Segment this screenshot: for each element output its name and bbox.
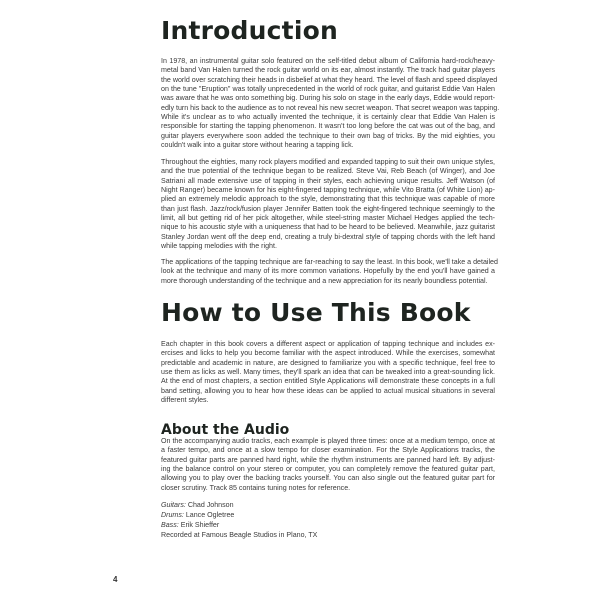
text-line: closer scrutiny. Track 85 contains tuning notes for reference. <box>161 483 351 492</box>
page-number: 4 <box>113 575 118 584</box>
credit-role: Guitars: <box>161 501 186 509</box>
text-line: and the true potential of the technique began to be realized. Steve Vai, Reb Beach (of Winger), and Joe <box>161 167 495 176</box>
text-line: While it's unclear as to who actually invented the technique, it is certainly clear that Eddie Van Halen is <box>161 113 495 122</box>
text-line: At the end of most chapters, a section entitled Style Applications will demonstrate these concepts in a full <box>161 377 495 386</box>
text-line: Throughout the eighties, many rock players modified and expanded tapping to suit their own unique styles, <box>161 158 496 166</box>
text-line: edly turn his back to the audience as to not reveal his new secret weapon. That secret weapon was tapping. <box>161 103 500 112</box>
credit-name: Erik Shieffer <box>178 521 220 529</box>
text-line: In 1978, an instrumental guitar solo featured on the self-titled debut album of California hard-rock/heavy- <box>161 57 495 65</box>
text-line: nique to his acoustic style with a uniqueness that had to be heard to be believed. Meanwhile, jazz guitarist <box>161 223 495 232</box>
intro-paragraph-2 <box>161 158 495 251</box>
text-line: On the accompanying audio tracks, each example is played three times: once at a medium tempo, once at <box>161 437 495 445</box>
credit-role: Bass: <box>161 521 179 529</box>
credit-bass <box>161 521 219 529</box>
text-line: Each chapter in this book covers a different aspect or application of tapping technique and includes ex- <box>161 340 495 348</box>
text-line: on the tune "Eruption" was totally unprecedented in the world of rock guitar, and guitarist Eddie Van Halen <box>161 85 495 94</box>
text-line: ercises and licks to help you become familiar with the aspect introduced. While the exercises, somewhat <box>161 349 495 358</box>
recorded-at: Recorded at Famous Beagle Studios in Plano, TX <box>161 531 318 539</box>
text-line: responsible for starting the tapping phenomenon. It wasn't too long before the cat was out of the bag, and <box>161 122 495 131</box>
text-line: Night Ranger) became known for his eight-fingered tapping technique, while Vito Bratta (of White Lion) ap- <box>161 186 495 195</box>
text-line: featured guitar parts are panned hard right, while the rhythm instruments are panned hard left. By adjust- <box>161 455 495 464</box>
text-line: predictable and academic in nature, are designed to familiarize you with a specific technique, feel free to <box>161 358 495 367</box>
text-line: a faster tempo, and once at a slow tempo for closer examination. For the Style Applications tracks, the <box>161 446 495 455</box>
credit-guitars <box>161 501 234 509</box>
text-line: use them as licks as well. Many times, they'll spark an idea that can be tweaked into a great-sounding lick. <box>161 368 495 377</box>
text-line: Stanley Jordan went off the deep end, creating a truly bi-dextral style of tapping chords with the left hand <box>161 232 495 241</box>
text-line: allowing you to play over the backing tracks yourself. You can also single out the featured guitar part for <box>161 474 495 483</box>
text-line: the world over scratching their heads in disbelief at what they heard. The level of flash and speed displayed <box>161 75 498 84</box>
text-line: The applications of the tapping technique are far-reaching to say the least. In this book, we'll take a detailed <box>161 258 498 266</box>
text-line: limit, all but getting rid of her pick altogether, while steel-string master Michael Hedges applied the tech- <box>161 214 495 223</box>
text-line: band setting, allowing you to hear how these ideas can be applied to actual musical situations in several <box>161 386 495 395</box>
about-audio-paragraph <box>161 437 495 493</box>
text-line: different styles. <box>161 396 209 405</box>
credit-role: Drums: <box>161 511 184 519</box>
credit-drums <box>161 511 234 519</box>
credit-name: Lance Ogletree <box>183 511 235 519</box>
intro-paragraph-1 <box>161 57 500 150</box>
text-line: guitar players everywhere soon added the technique to their own bag of tricks. By the mid eighties, you <box>161 131 495 140</box>
text-line: Satriani all made extensive use of tapping in their styles, each achieving unique results. Jeff Watson (of <box>161 176 495 185</box>
text-line: look at the technique and many of its more common variations. Hopefully by the end you'll have gained a <box>161 267 495 276</box>
credit-name: Chad Johnson <box>185 501 234 509</box>
text-line: metal band Van Halen turned the rock guitar world on its ear, almost instantly. The track had guitar players <box>161 66 495 75</box>
how-to-use-paragraph <box>161 340 495 405</box>
heading-introduction: Introduction <box>161 16 338 45</box>
text-line: was aware that he was onto something big. During his solo on stage in the early days, Eddie would report- <box>161 94 495 103</box>
heading-about-audio: About the Audio <box>161 422 290 438</box>
text-line: more thorough understanding of the technique and a new appreciation for its nearly boundless potential. <box>161 276 488 285</box>
text-line: while tapping melodies with the right. <box>161 242 277 251</box>
text-line: couldn't walk into a guitar store without hearing a tapping lick. <box>161 141 354 150</box>
intro-paragraph-3 <box>161 258 498 286</box>
heading-how-to-use: How to Use This Book <box>161 298 471 327</box>
text-line: plied an extremely melodic approach to the style, demonstrating that this technique was capable of more <box>161 195 495 204</box>
text-line: than just flash. Jazz/rock/fusion player Jennifer Batten took the eight-fingered technique seemingly to the <box>161 204 495 213</box>
text-line: ing the balance control on your stereo or computer, you can completely remove the featured guitar part, <box>161 465 495 474</box>
